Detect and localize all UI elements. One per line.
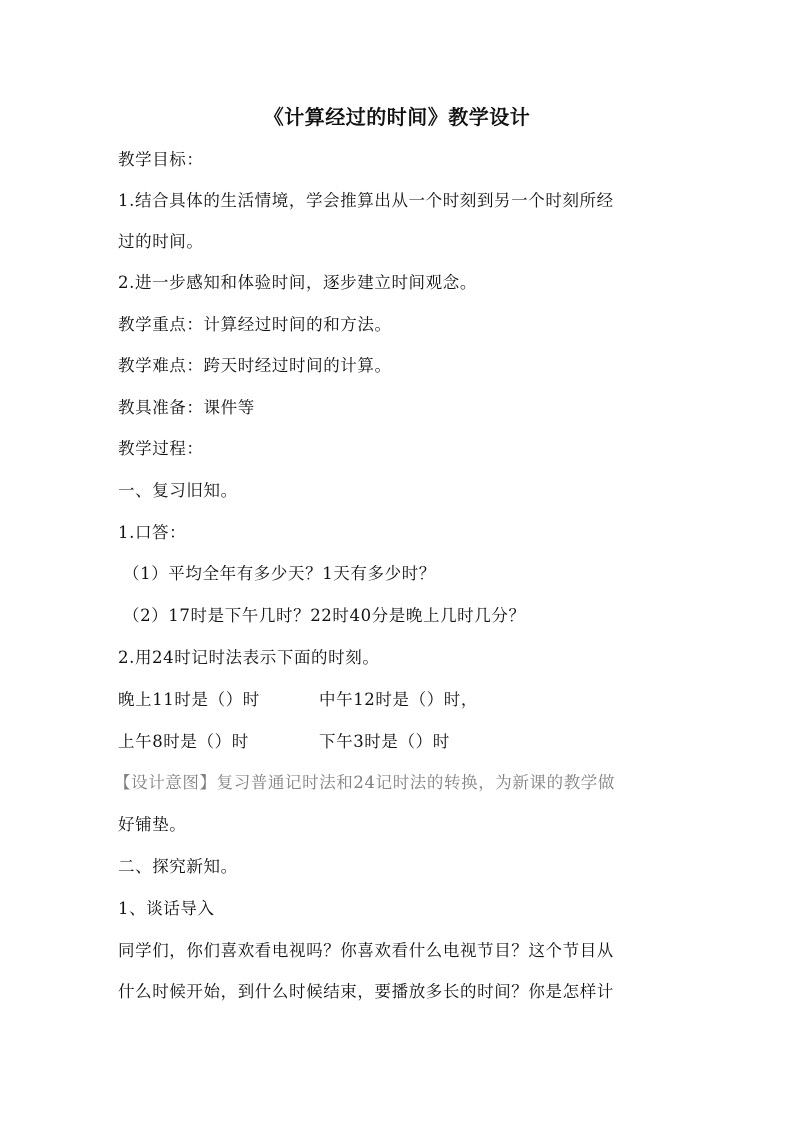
oral-question-2: （2）17时是下午几时？22时40分是晚上几时几分？ [123,606,526,625]
objective-1-line-1: 1.结合具体的生活情境，学会推算出从一个时刻到另一个时刻所经 [118,191,614,210]
convert-row-2-left: 上午8时是（）时 [118,732,249,751]
convert-row-1-right: 中午12时是（）时， [319,690,478,709]
talk-heading: 1、谈话导入 [118,899,215,918]
design-intent-line-2: 好铺垫。 [118,815,187,834]
objectives-heading: 教学目标： [118,150,204,169]
convert-row-2-right: 下午3时是（）时 [319,732,450,751]
difficulty: 教学难点：跨天时经过时间的计算。 [118,356,392,375]
talk-text-line-2: 什么时候开始，到什么时候结束，要播放多长的时间？你是怎样计 [118,982,614,1001]
talk-text-line-1: 同学们，你们喜欢看电视吗？你喜欢看什么电视节目？这个节目从 [118,941,614,960]
objective-1-line-2: 过的时间。 [118,232,204,251]
section-2-heading: 二、探究新知。 [118,857,238,876]
oral-question-1: （1）平均全年有多少天？1天有多少时？ [123,564,436,583]
convert-heading: 2.用24时记时法表示下面的时刻。 [118,648,380,667]
oral-heading: 1.口答： [118,523,187,542]
materials: 教具准备：课件等 [118,398,255,417]
design-intent-tag: 【设计意图】 [114,773,217,792]
design-intent-line-1 [114,772,615,794]
section-1-heading: 一、复习旧知。 [118,481,238,500]
document-title: 《计算经过的时间》教学设计 [263,105,531,129]
process-heading: 教学过程： [118,439,204,458]
key-point: 教学重点：计算经过时间的和方法。 [118,315,392,334]
convert-row-1-left: 晚上11时是（）时 [118,690,260,709]
objective-2: 2.进一步感知和体验时间，逐步建立时间观念。 [118,273,477,292]
design-intent-text: 复习普通记时法和24记时法的转换，为新课的教学做 [216,773,616,792]
